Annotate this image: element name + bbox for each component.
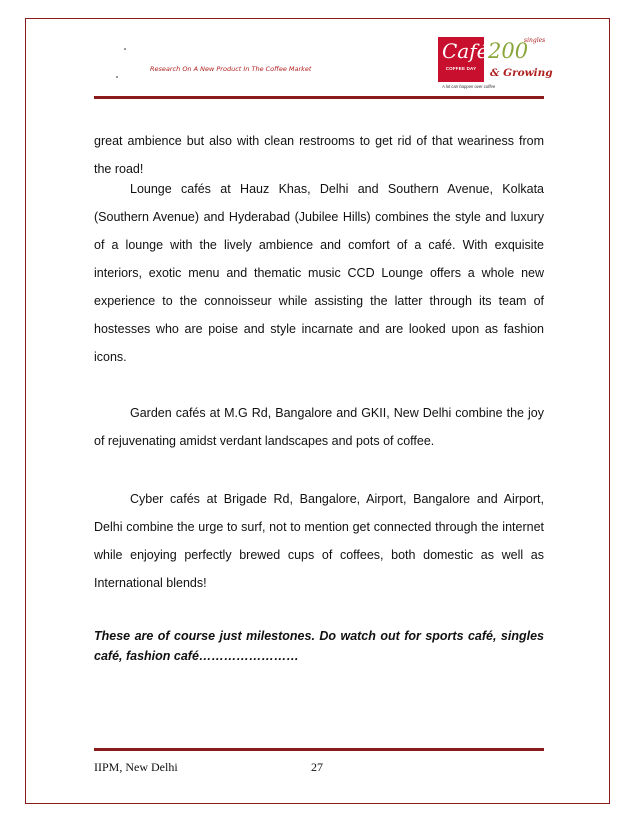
cafe-coffee-day-logo	[438, 37, 553, 95]
header-tagline: Research On A New Product In The Coffee Market	[150, 65, 312, 73]
logo-brand: Café	[442, 39, 489, 63]
paragraph-lounge-cafes: Lounge cafés at Hauz Khas, Delhi and Southern Avenue, Kolkata (Southern Avenue) and Hyderabad (Jubilee Hills) combines the style and luxury of a lounge with the lively ambience and comfort of a café. With exquisite interiors, exotic menu and thematic music CCD Lounge offers a whole new experience to the connoisseur while assisting the latter through its team of hostesses who are poise and style incarnate and are looked upon as fashion icons.	[94, 182, 544, 364]
page-number: 27	[311, 760, 323, 774]
logo-red-block	[438, 37, 489, 82]
logo-caption: A lot can happen over coffee	[442, 84, 496, 89]
header-dot	[116, 76, 118, 78]
logo-years: 200	[488, 39, 529, 63]
footer-institution: IIPM, New Delhi	[94, 760, 178, 774]
header-dot	[124, 48, 126, 50]
paragraph-garden-cafes: Garden cafés at M.G Rd, Bangalore and GKII, New Delhi combine the joy of rejuvenating amidst verdant landscapes and pots of coffee.	[94, 406, 544, 448]
header-rule	[94, 96, 544, 99]
paragraph-continuation: great ambience but also with clean restrooms to get rid of that weariness from the road!	[94, 134, 544, 176]
closing-statement: These are of course just milestones. Do watch out for sports café, singles café, fashion café……………………	[94, 629, 544, 663]
logo-sub: COFFEE DAY	[445, 66, 477, 71]
logo-years-tag: singles	[524, 37, 546, 44]
footer-rule	[94, 748, 544, 751]
logo-growing: & Growing	[490, 67, 553, 79]
paragraph-cyber-cafes: Cyber cafés at Brigade Rd, Bangalore, Airport, Bangalore and Airport, Delhi combine the urge to surf, not to mention get connected through the internet while enjoying perfectly brewed cups of coffees, both domestic as well as International blends!	[94, 492, 544, 590]
